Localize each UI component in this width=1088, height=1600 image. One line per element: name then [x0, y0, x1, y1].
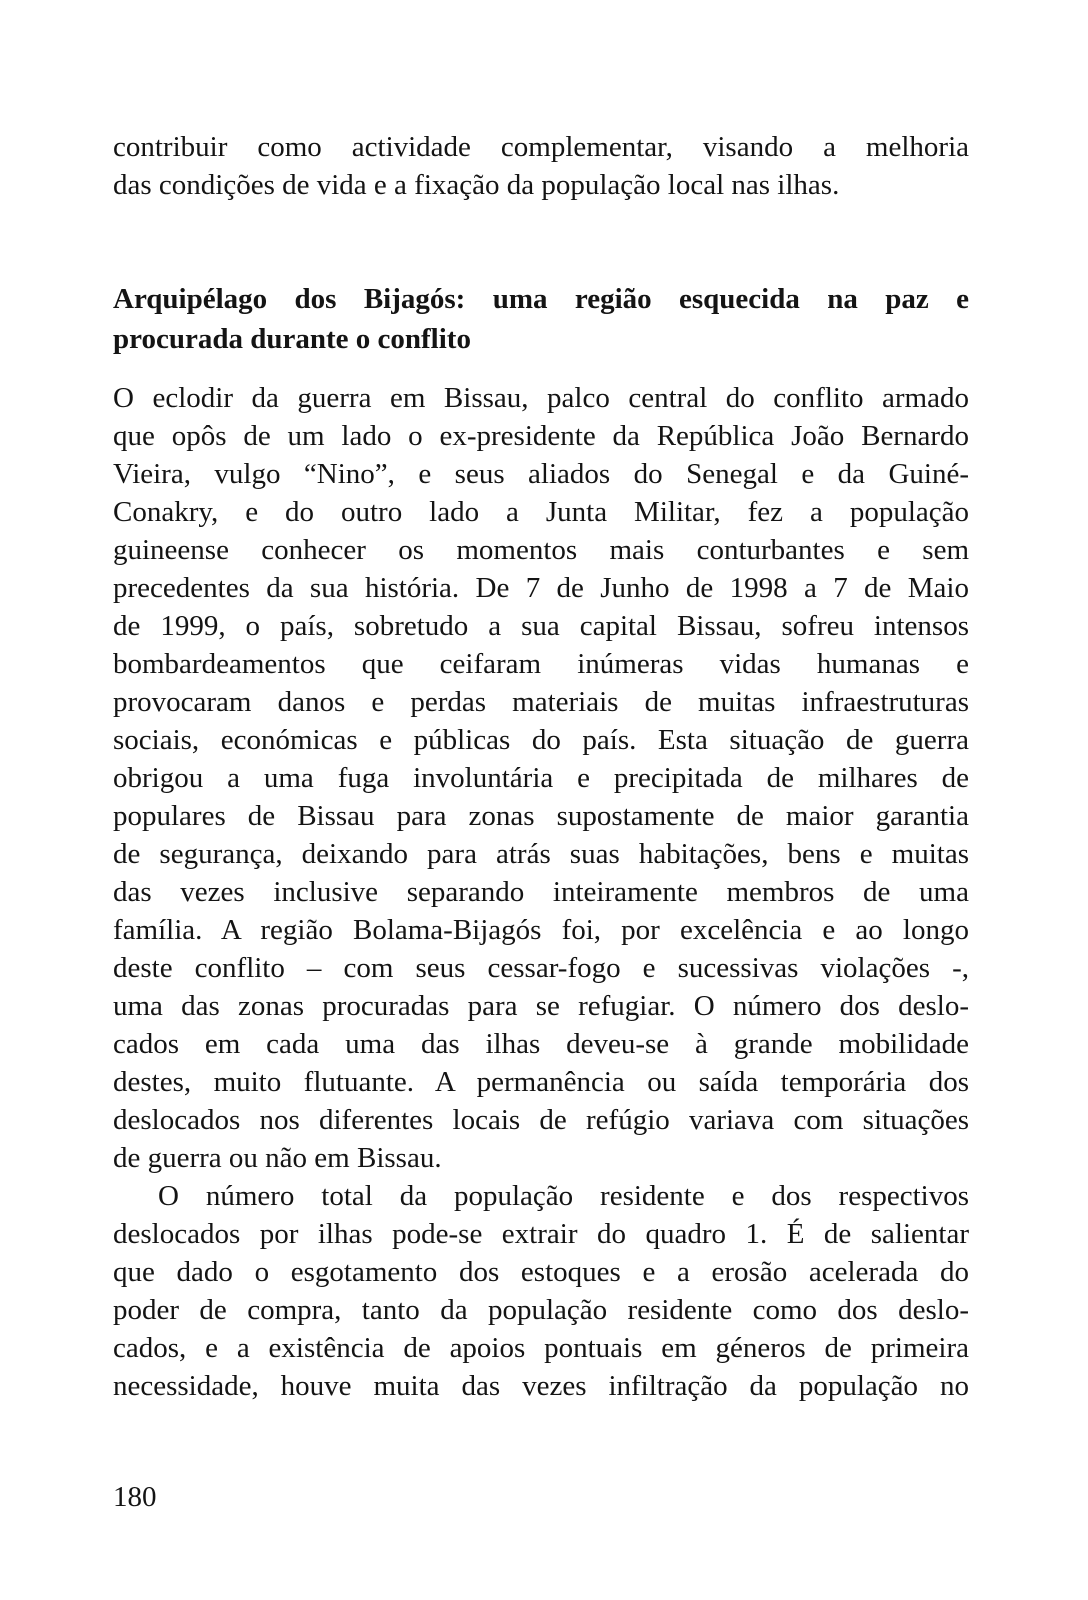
text-line: de guerra ou não em Bissau.	[113, 1142, 442, 1174]
section-heading	[113, 279, 969, 359]
text-line: de segurança, deixando para atrás suas habitações, bens e muitas	[113, 838, 969, 870]
page-body	[113, 128, 969, 1405]
text-line: guineense conhecer os momentos mais conturbantes e sem	[113, 534, 969, 566]
text-line: Vieira, vulgo “Nino”, e seus aliados do Senegal e da Guiné-	[113, 458, 969, 490]
text-line: precedentes da sua história. De 7 de Junho de 1998 a 7 de Maio	[113, 572, 969, 604]
text-line: O número total da população residente e dos respectivos	[158, 1180, 969, 1212]
text-line: família. A região Bolama-Bijagós foi, por excelência e ao longo	[113, 914, 969, 946]
page-number: 180	[113, 1481, 157, 1513]
text-line: que dado o esgotamento dos estoques e a erosão acelerada do	[113, 1256, 969, 1288]
paragraph-1	[113, 379, 969, 1177]
text-line: deslocados por ilhas pode-se extrair do quadro 1. É de salientar	[113, 1218, 969, 1250]
text-line: uma das zonas procuradas para se refugiar. O número dos deslo-	[113, 990, 969, 1022]
text-line: populares de Bissau para zonas supostamente de maior garantia	[113, 800, 969, 832]
text-line: Conakry, e do outro lado a Junta Militar, fez a população	[113, 496, 969, 528]
text-line: cados, e a existência de apoios pontuais em géneros de primeira	[113, 1332, 969, 1364]
text-line: das vezes inclusive separando inteiramente membros de uma	[113, 876, 969, 908]
text-line: que opôs de um lado o ex-presidente da República João Bernardo	[113, 420, 969, 452]
paragraph-2	[113, 1177, 969, 1405]
text-line: obrigou a uma fuga involuntária e precipitada de milhares de	[113, 762, 969, 794]
text-line: contribuir como actividade complementar, visando a melhoria	[113, 131, 969, 163]
text-line: bombardeamentos que ceifaram inúmeras vidas humanas e	[113, 648, 969, 680]
text-line: deslocados nos diferentes locais de refúgio variava com situações	[113, 1104, 969, 1136]
text-line: de 1999, o país, sobretudo a sua capital Bissau, sofreu intensos	[113, 610, 969, 642]
top-paragraph	[113, 128, 969, 204]
text-line: necessidade, houve muita das vezes infiltração da população no	[113, 1370, 969, 1402]
heading-line: procurada durante o conflito	[113, 323, 471, 355]
heading-line: Arquipélago dos Bijagós: uma região esquecida na paz e	[113, 283, 969, 315]
text-line: deste conflito – com seus cessar-fogo e sucessivas violações -,	[113, 952, 969, 984]
text-line: poder de compra, tanto da população residente como dos deslo-	[113, 1294, 969, 1326]
text-line: O eclodir da guerra em Bissau, palco central do conflito armado	[113, 382, 969, 414]
text-line: das condições de vida e a fixação da população local nas ilhas.	[113, 169, 840, 201]
text-line: sociais, económicas e públicas do país. Esta situação de guerra	[113, 724, 969, 756]
text-line: cados em cada uma das ilhas deveu-se à grande mobilidade	[113, 1028, 969, 1060]
text-line: destes, muito flutuante. A permanência ou saída temporária dos	[113, 1066, 969, 1098]
text-line: provocaram danos e perdas materiais de muitas infraestruturas	[113, 686, 969, 718]
